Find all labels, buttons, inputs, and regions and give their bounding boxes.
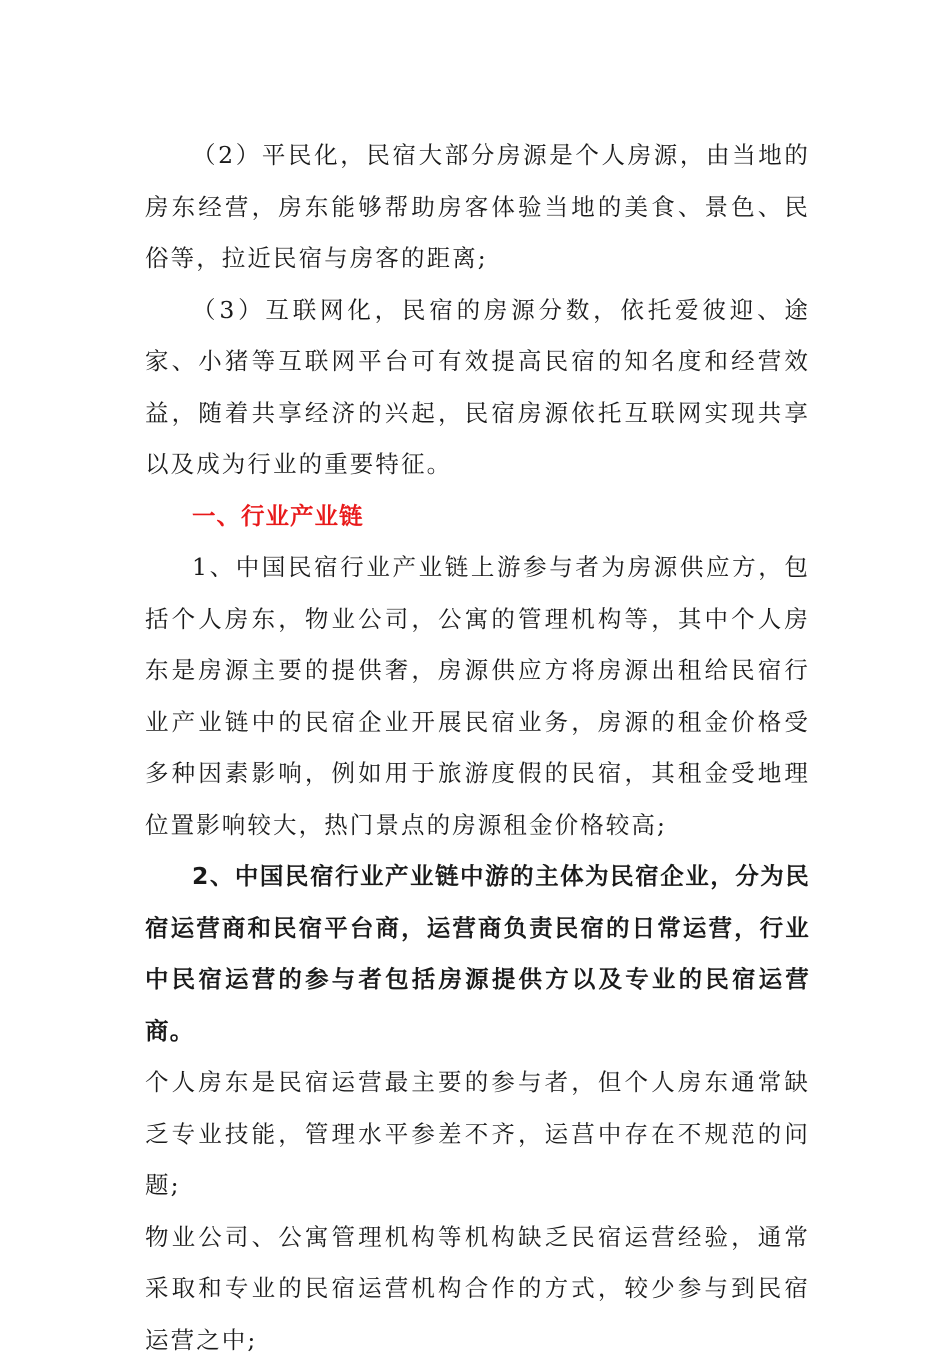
paragraph-civilian: （2）平民化，民宿大部分房源是个人房源，由当地的房东经营，房东能够帮助房客体验当地的美食、景色、民俗等，拉近民宿与房客的距离; [145,130,810,285]
section-heading-industry-chain: 一、行业产业链 [145,491,810,543]
paragraph-individual-landlord: 个人房东是民宿运营最主要的参与者，但个人房东通常缺乏专业技能，管理水平参差不齐，运莒中存在不规范的问题; [145,1057,810,1212]
paragraph-internet: （3）互联网化，民宿的房源分数，依托爱彼迎、途家、小猪等互联网平台可有效提高民宿的知名度和经营效益，随着共享经济的兴起，民宿房源依托互联网实现共享以及成为行业的重要特征。 [145,285,810,491]
paragraph-property-company: 物业公司、公寓管理机构等机构缺乏民宿运营经验，通常采取和专业的民宿运营机构合作的方式，较少参与到民宿运营之中; [145,1212,810,1366]
paragraph-midstream: 2、中国民宿行业产业链中游的主体为民宿企业，分为民宿运营商和民宿平台商，运营商负责民宿的日常运营，行业中民宿运营的参与者包括房源提供方以及专业的民宿运营商。 [145,851,810,1057]
paragraph-upstream: 1、中国民宿行业产业链上游参与者为房源供应方，包括个人房东，物业公司，公寓的管理机构等，其中个人房东是房源主要的提供奢，房源供应方将房源出租给民宿行业产业链中的民宿企业开展民宿业务，房源的租金价格受多种因素影响，例如用于旅游度假的民宿，其租金受地理位置影响较大，热门景点的房源租金价格较高; [145,542,810,851]
document-body [145,130,810,1366]
